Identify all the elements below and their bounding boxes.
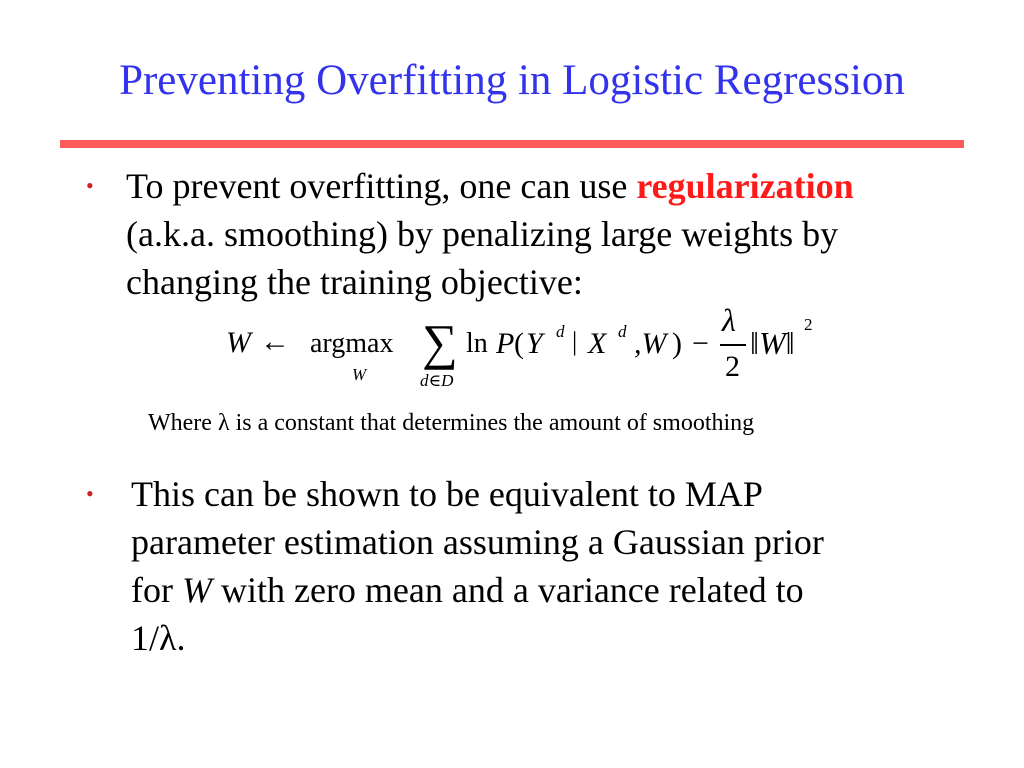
- open-paren: (: [514, 327, 524, 360]
- formula-lhs: W: [226, 326, 251, 359]
- fraction-denominator: 2: [725, 350, 740, 383]
- var-W: ,W: [634, 327, 667, 360]
- bullet-line: This can be shown to be equivalent to MAP: [131, 474, 763, 514]
- bullet-text: [131, 470, 824, 662]
- superscript-d: d: [618, 322, 627, 341]
- highlight-term: regularization: [636, 166, 854, 206]
- bullet-marker: •: [86, 173, 94, 198]
- prob-P: P: [496, 327, 515, 360]
- bullet-line: [126, 162, 854, 210]
- variable-W: W: [181, 570, 212, 610]
- assign-arrow: ←: [260, 325, 290, 358]
- bullet-text-segment: To prevent overfitting, one can use: [126, 166, 637, 206]
- norm-W: ‖W‖: [750, 325, 795, 361]
- conditional-bar: |: [572, 327, 578, 356]
- summation-subscript: d∈D: [420, 371, 454, 390]
- lambda-note: Where λ is a constant that determines the amount of smoothing: [148, 410, 755, 436]
- norm-exponent: 2: [804, 315, 813, 334]
- argmax-operator: argmax: [310, 328, 394, 359]
- lambda-symbol: λ: [722, 302, 736, 338]
- var-Y: Y: [526, 327, 543, 360]
- close-paren: ): [672, 327, 682, 360]
- var-X: X: [588, 327, 607, 360]
- bullet-line: [131, 566, 824, 614]
- title-divider: [60, 140, 964, 148]
- bullet-line: 1/λ.: [131, 618, 186, 658]
- fraction-bar: [720, 344, 746, 346]
- bullet-line: (a.k.a. smoothing) by penalizing large weights by: [126, 214, 839, 254]
- bullet-line: changing the training objective:: [126, 262, 583, 302]
- bullet-marker: •: [86, 481, 94, 506]
- slide-title: Preventing Overfitting in Logistic Regression: [119, 57, 905, 104]
- objective-formula: [226, 300, 826, 400]
- argmax-subscript: W: [352, 365, 367, 384]
- bullet-line: parameter estimation assuming a Gaussian prior: [131, 522, 824, 562]
- bullet-text: [126, 162, 854, 306]
- bullet-text-segment: for: [131, 570, 182, 610]
- ln-operator: ln: [466, 328, 488, 359]
- superscript-d: d: [556, 322, 565, 341]
- bullet-text-segment: with zero mean and a variance related to: [211, 570, 804, 610]
- summation-symbol: ∑: [422, 314, 458, 370]
- minus-sign: −: [692, 327, 709, 360]
